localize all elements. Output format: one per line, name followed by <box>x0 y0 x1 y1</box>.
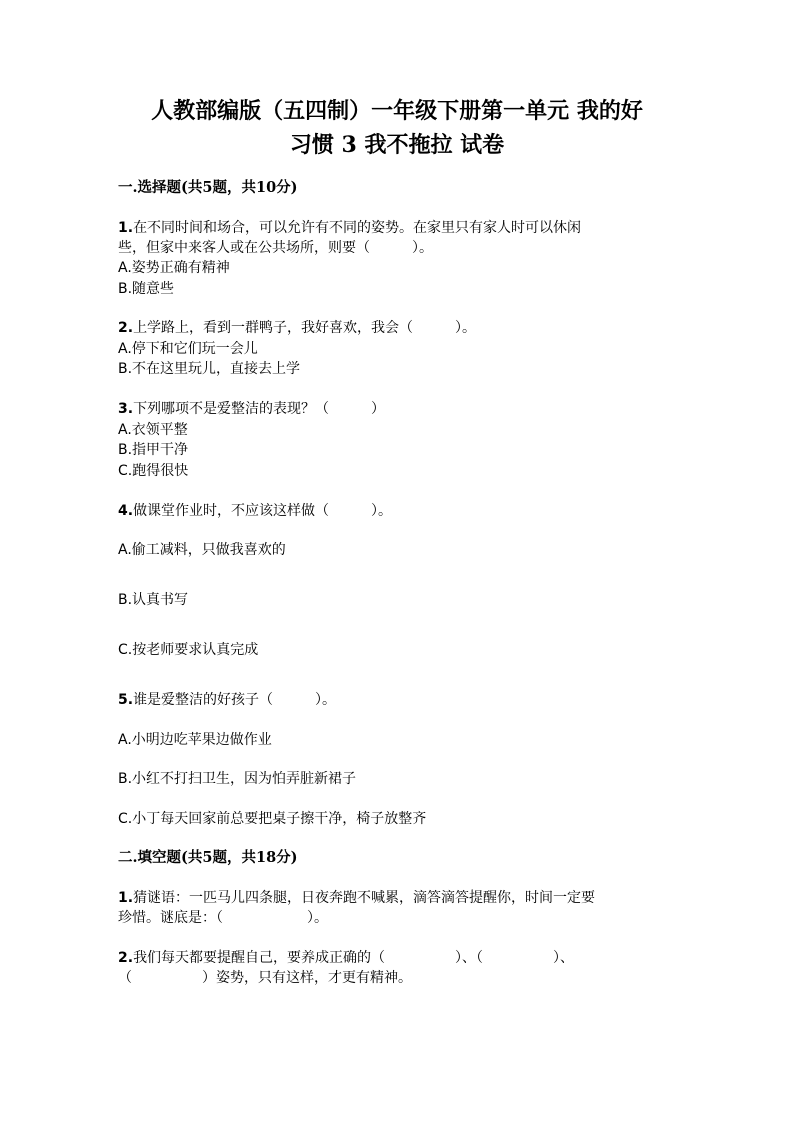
question-2-option-b[interactable]: B.不在这里玩儿，直接去上学 <box>118 361 301 377</box>
question-1-stem-1: 在不同时间和场合，可以允许有不同的姿势。在家里只有家人时可以休闲 <box>133 220 582 236</box>
question-5-number: 5. <box>118 692 134 708</box>
question-5-stem: 谁是爱整洁的好孩子（ ）。 <box>133 692 337 708</box>
question-5-option-a[interactable]: A.小明边吃苹果边做作业 <box>118 732 272 748</box>
question-5-text <box>118 690 336 710</box>
question-2-option-a[interactable]: A.停下和它们玩一会儿 <box>118 341 258 357</box>
question-4-option-a[interactable]: A.偷工减料，只做我喜欢的 <box>118 542 286 558</box>
question-3-stem: 下列哪项不是爱整洁的表现？（ ） <box>133 401 386 417</box>
question-3-text <box>118 399 385 419</box>
question-2-stem: 上学路上，看到一群鸭子，我好喜欢，我会（ ）。 <box>133 320 477 336</box>
question-5-option-b[interactable]: B.小红不打扫卫生，因为怕弄脏新裙子 <box>118 771 357 787</box>
question-1-text-line-2: 些，但家中来客人或在公共场所，则要（ ）。 <box>118 240 433 256</box>
question-4-option-b[interactable]: B.认真书写 <box>118 592 189 608</box>
fill-1-stem-1: 猜谜语：一匹马儿四条腿，日夜奔跑不喊累，滴答滴答提醒你，时间一定要 <box>133 890 596 906</box>
page-title-line-1: 人教部编版（五四制）一年级下册第一单元 我的好 <box>151 98 643 124</box>
page-title-line-2: 习惯 3 我不拖拉 试卷 <box>289 132 505 158</box>
question-1-option-a[interactable]: A.姿势正确有精神 <box>118 260 230 276</box>
question-1-text-line-1 <box>118 218 581 238</box>
question-4-number: 4. <box>118 503 134 519</box>
question-4-option-c[interactable]: C.按老师要求认真完成 <box>118 642 259 658</box>
fill-1-text-line-1 <box>118 888 595 908</box>
question-2-number: 2. <box>118 320 134 336</box>
fill-1-text-line-2[interactable]: 珍惜。谜底是：（ ）。 <box>118 910 328 926</box>
question-2-text <box>118 318 476 338</box>
fill-2-text-line-1 <box>118 948 574 968</box>
question-3-option-c[interactable]: C.跑得很快 <box>118 463 189 479</box>
question-3-number: 3. <box>118 401 134 417</box>
question-1-number: 1. <box>118 220 134 236</box>
question-3-option-b[interactable]: B.指甲干净 <box>118 442 189 458</box>
fill-2-number: 2. <box>118 950 134 966</box>
question-3-option-a[interactable]: A.衣领平整 <box>118 422 188 438</box>
question-4-stem: 做课堂作业时，不应该这样做（ ）。 <box>133 503 393 519</box>
question-1-option-b[interactable]: B.随意些 <box>118 281 175 297</box>
section-heading-fill: 二.填空题(共5题，共18分) <box>118 849 298 866</box>
question-4-text <box>118 501 392 521</box>
fill-2-stem-1[interactable]: 我们每天都要提醒自己，要养成正确的（ ）、（ ）、 <box>133 950 575 966</box>
section-heading-choice: 一.选择题(共5题，共10分) <box>118 179 298 196</box>
fill-2-text-line-2[interactable]: （ ）姿势，只有这样，才更有精神。 <box>118 970 412 986</box>
question-5-option-c[interactable]: C.小丁每天回家前总要把桌子擦干净，椅子放整齐 <box>118 811 427 827</box>
fill-1-number: 1. <box>118 890 134 906</box>
